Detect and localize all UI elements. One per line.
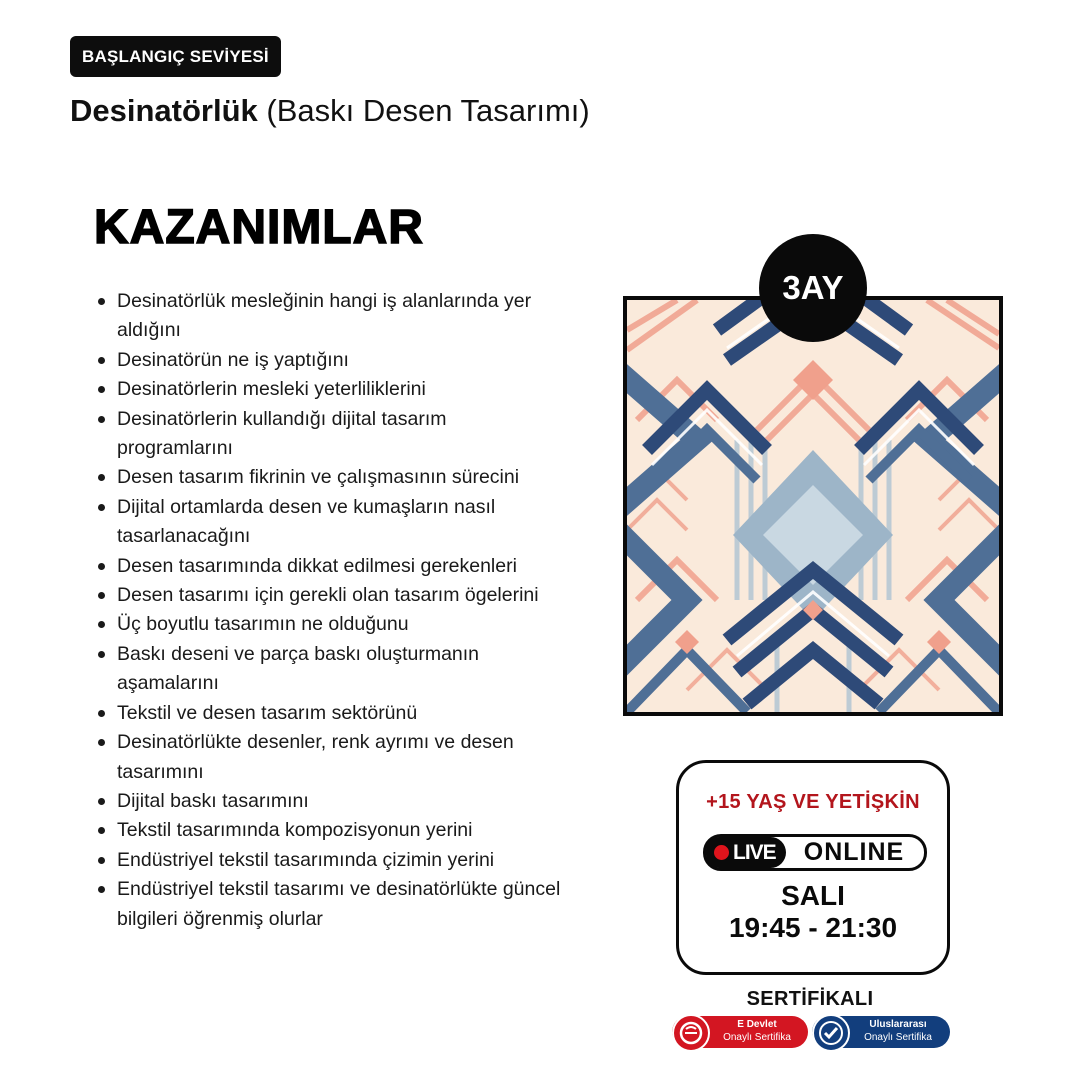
list-item: Desinatörün ne iş yaptığını xyxy=(94,346,564,375)
certificate-title: SERTİFİKALI xyxy=(746,988,874,1010)
edevlet-logo-icon xyxy=(672,1014,710,1052)
duration-badge: 3AY xyxy=(759,234,867,342)
list-item: Desinatörlük mesleğinin hangi iş alanlarında yer aldığını xyxy=(94,287,564,346)
bullet-icon xyxy=(98,416,105,423)
bullet-icon xyxy=(98,474,105,481)
bullet-icon xyxy=(98,857,105,864)
edevlet-line2: Onaylı Sertifika xyxy=(723,1032,791,1043)
bullet-icon xyxy=(98,621,105,628)
bullet-icon xyxy=(98,798,105,805)
edevlet-line1: E Devlet xyxy=(737,1019,777,1030)
bullet-icon xyxy=(98,739,105,746)
bullet-icon xyxy=(98,827,105,834)
course-title xyxy=(70,90,590,132)
list-item: Desen tasarım fikrinin ve çalışmasının sürecini xyxy=(94,463,564,492)
live-label: LIVE xyxy=(733,841,776,864)
list-item: Desinatörlükte desenler, renk ayrımı ve desen tasarımını xyxy=(94,728,564,787)
bullet-icon xyxy=(98,710,105,717)
intl-line1: Uluslararası xyxy=(869,1019,927,1030)
checkmark-seal-icon xyxy=(812,1014,850,1052)
live-dot-icon xyxy=(714,845,729,860)
bullet-icon xyxy=(98,886,105,893)
live-label-block xyxy=(706,837,786,868)
list-item: Baskı deseni ve parça baskı oluşturmanın aşamalarını xyxy=(94,640,564,699)
intl-line2: Onaylı Sertifika xyxy=(864,1032,932,1043)
list-item: Tekstil tasarımında kompozisyonun yerini xyxy=(94,816,564,845)
list-item: Desen tasarımında dikkat edilmesi gerekenleri xyxy=(94,552,564,581)
list-item: Desinatörlerin kullandığı dijital tasarım programlarını xyxy=(94,405,564,464)
class-day: SALI xyxy=(781,880,845,911)
list-item: Desen tasarımı için gerekli olan tasarım ögelerini xyxy=(94,581,564,610)
list-item: Endüstriyel tekstil tasarımı ve desinatörlükte güncel bilgileri öğrenmiş olurlar xyxy=(94,875,564,934)
bullet-icon xyxy=(98,357,105,364)
list-item: Endüstriyel tekstil tasarımında çizimin yerini xyxy=(94,846,564,875)
class-time: 19:45 - 21:30 xyxy=(728,912,898,943)
course-title-main: Desinatörlük xyxy=(70,93,258,128)
bullet-icon xyxy=(98,386,105,393)
course-title-sub: (Baskı Desen Tasarımı) xyxy=(266,93,590,128)
list-item: Dijital baskı tasarımını xyxy=(94,787,564,816)
list-item: Dijital ortamlarda desen ve kumaşların nasıl tasarlanacağını xyxy=(94,493,564,552)
bullet-icon xyxy=(98,298,105,305)
live-online-badge xyxy=(703,834,927,871)
bullet-icon xyxy=(98,592,105,599)
online-label: ONLINE xyxy=(803,838,905,866)
bullet-icon xyxy=(98,563,105,570)
outcomes-heading: KAZANIMLAR xyxy=(94,201,424,254)
list-item: Tekstil ve desen tasarım sektörünü xyxy=(94,699,564,728)
international-certificate-badge xyxy=(812,1016,950,1048)
list-item: Üç boyutlu tasarımın ne olduğunu xyxy=(94,610,564,639)
pattern-illustration xyxy=(623,296,1003,716)
edevlet-certificate-badge xyxy=(672,1016,808,1048)
bullet-icon xyxy=(98,651,105,658)
schedule-card xyxy=(676,760,950,975)
age-requirement: +15 YAŞ VE YETİŞKİN xyxy=(706,791,920,813)
bullet-icon xyxy=(98,504,105,511)
outcomes-list xyxy=(94,287,564,934)
list-item: Desinatörlerin mesleki yeterliliklerini xyxy=(94,375,564,404)
geometric-pattern-image xyxy=(627,300,999,712)
level-badge: BAŞLANGIÇ SEVİYESİ xyxy=(70,36,281,77)
